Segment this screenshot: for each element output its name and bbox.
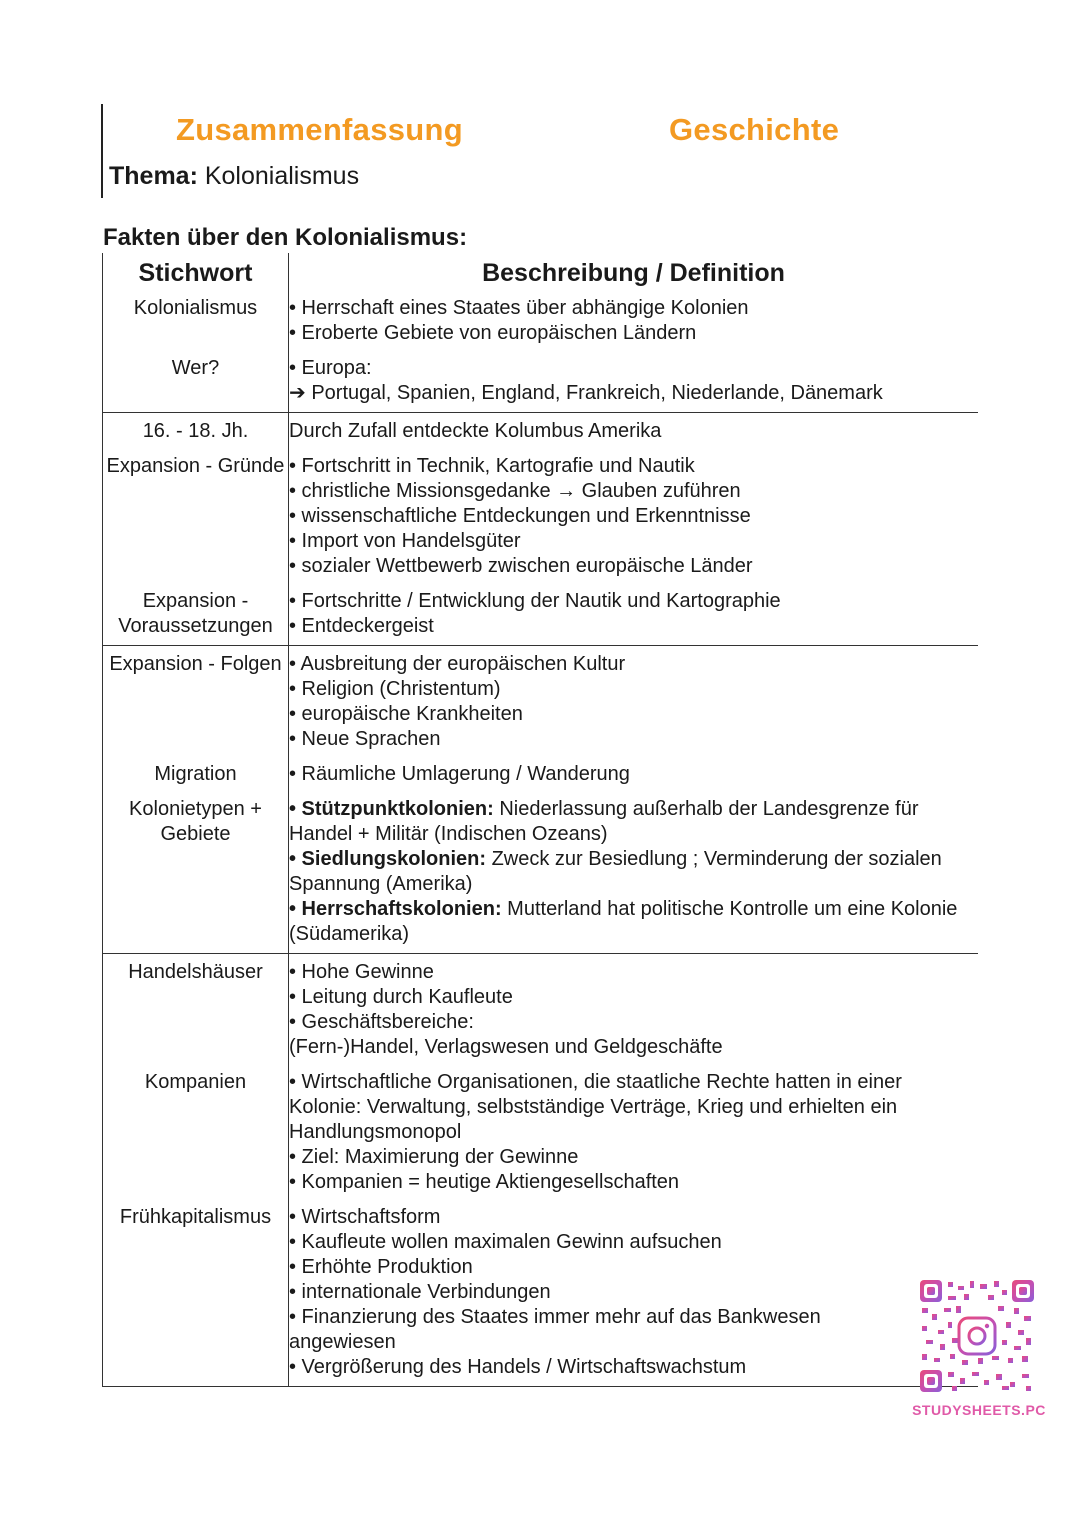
description-line: • Räumliche Umlagerung / Wanderung (289, 763, 630, 785)
topic-label: Thema: (109, 162, 198, 190)
description-line: • europäische Krankheiten (289, 703, 523, 725)
table-header-row (103, 253, 979, 296)
row-keyword: Expansion - Voraussetzungen (103, 589, 289, 646)
description-line: • Geschäftsbereiche: (289, 1011, 474, 1033)
row-description (289, 762, 979, 797)
table-row (103, 413, 979, 455)
description-line: • Wirtschaftliche Organisationen, die staatliche Rechte hatten in einer Kolonie: Verwaltung, selbstständige Verträge, Krieg und erhielten ein Handlungsmonopol (289, 1071, 902, 1143)
row-keyword: Expansion - Folgen (103, 646, 289, 763)
description-line: • Entdeckergeist (289, 615, 434, 637)
topic-line (109, 162, 359, 191)
row-description (289, 1205, 979, 1387)
section-title: Fakten über den Kolonialismus: (103, 224, 468, 251)
row-keyword: 16. - 18. Jh. (103, 413, 289, 455)
row-description (289, 1070, 979, 1205)
row-keyword: Expansion - Gründe (103, 454, 289, 589)
description-line: • Eroberte Gebiete von europäischen Ländern (289, 322, 697, 344)
row-keyword: Handelshäuser (103, 954, 289, 1071)
row-description (289, 797, 979, 954)
colony-type-item: • Herrschaftskolonien: Mutterland hat politische Kontrolle um eine Kolonie (Südamerika) (289, 898, 958, 945)
row-description (289, 413, 979, 455)
row-description (289, 954, 979, 1071)
table-row (103, 589, 979, 646)
table-row (103, 356, 979, 413)
facts-table (102, 253, 978, 1387)
description-line: • Europa: (289, 357, 372, 379)
column-header-description: Beschreibung / Definition (482, 259, 785, 287)
description-line: • Kompanien = heutige Aktiengesellschaften (289, 1171, 680, 1193)
description-line: • Kaufleute wollen maximalen Gewinn aufsuchen (289, 1231, 722, 1253)
table-row (103, 762, 979, 797)
row-keyword: Kompanien (103, 1070, 289, 1205)
table-row (103, 797, 979, 954)
row-description (289, 589, 979, 646)
description-line: Durch Zufall entdeckte Kolumbus Amerika (289, 420, 662, 442)
table-row (103, 1070, 979, 1205)
description-line: • Wirtschaftsform (289, 1206, 441, 1228)
colony-type-item: • Siedlungskolonien: Zweck zur Besiedlung ; Verminderung der sozialen Spannung (Amerika) (289, 848, 942, 895)
row-keyword: Kolonialismus (103, 296, 289, 356)
brand-label: STUDYSHEETS.PC (912, 1402, 1046, 1418)
description-line: • Fortschritte / Entwicklung der Nautik und Kartographie (289, 590, 781, 612)
description-line: • Hohe Gewinne (289, 961, 434, 983)
description-line: • christliche Missionsgedanke → Glauben zuführen (289, 480, 741, 502)
description-line: (Fern-)Handel, Verlagswesen und Geldgeschäfte (289, 1036, 723, 1058)
row-keyword: Migration (103, 762, 289, 797)
table-row (103, 954, 979, 1071)
row-description (289, 646, 979, 763)
description-line: • Finanzierung des Staates immer mehr auf das Bankwesen angewiesen (289, 1306, 821, 1353)
description-line: • Import von Handelsgüter (289, 530, 521, 552)
colony-type-item: • Stützpunktkolonien: Niederlassung außerhalb der Landesgrenze für Handel + Militär (Indischen Ozeans) (289, 798, 919, 845)
row-keyword: Kolonietypen + Gebiete (103, 797, 289, 954)
description-line: ➔ Portugal, Spanien, England, Frankreich, Niederlande, Dänemark (289, 382, 883, 404)
subject-title: Geschichte (669, 112, 840, 147)
description-line: • Ausbreitung der europäischen Kultur (289, 653, 626, 675)
description-line: • Fortschritt in Technik, Kartografie und Nautik (289, 455, 695, 477)
column-header-keyword: Stichwort (103, 253, 289, 296)
description-line: • wissenschaftliche Entdeckungen und Erkenntnisse (289, 505, 751, 527)
document-title: Zusammenfassung (176, 112, 464, 147)
table-row (103, 454, 979, 589)
row-keyword: Wer? (103, 356, 289, 413)
table-row (103, 296, 979, 356)
header-box (101, 104, 983, 198)
table-row (103, 646, 979, 763)
row-keyword: Frühkapitalismus (103, 1205, 289, 1387)
row-description (289, 454, 979, 589)
table-row (103, 1205, 979, 1387)
description-line: • internationale Verbindungen (289, 1281, 551, 1303)
description-line: • Religion (Christentum) (289, 678, 501, 700)
description-line: • Herrschaft eines Staates über abhängige Kolonien (289, 297, 749, 319)
qr-code-icon[interactable] (918, 1278, 1036, 1394)
row-description (289, 296, 979, 356)
topic-value: Kolonialismus (197, 162, 360, 190)
description-line: • Erhöhte Produktion (289, 1256, 473, 1278)
description-line: • Leitung durch Kaufleute (289, 986, 513, 1008)
description-line: • Neue Sprachen (289, 728, 441, 750)
row-description (289, 356, 979, 413)
description-line: • sozialer Wettbewerb zwischen europäische Länder (289, 555, 753, 577)
description-line: • Ziel: Maximierung der Gewinne (289, 1146, 579, 1168)
description-line: • Vergrößerung des Handels / Wirtschaftswachstum (289, 1356, 747, 1378)
